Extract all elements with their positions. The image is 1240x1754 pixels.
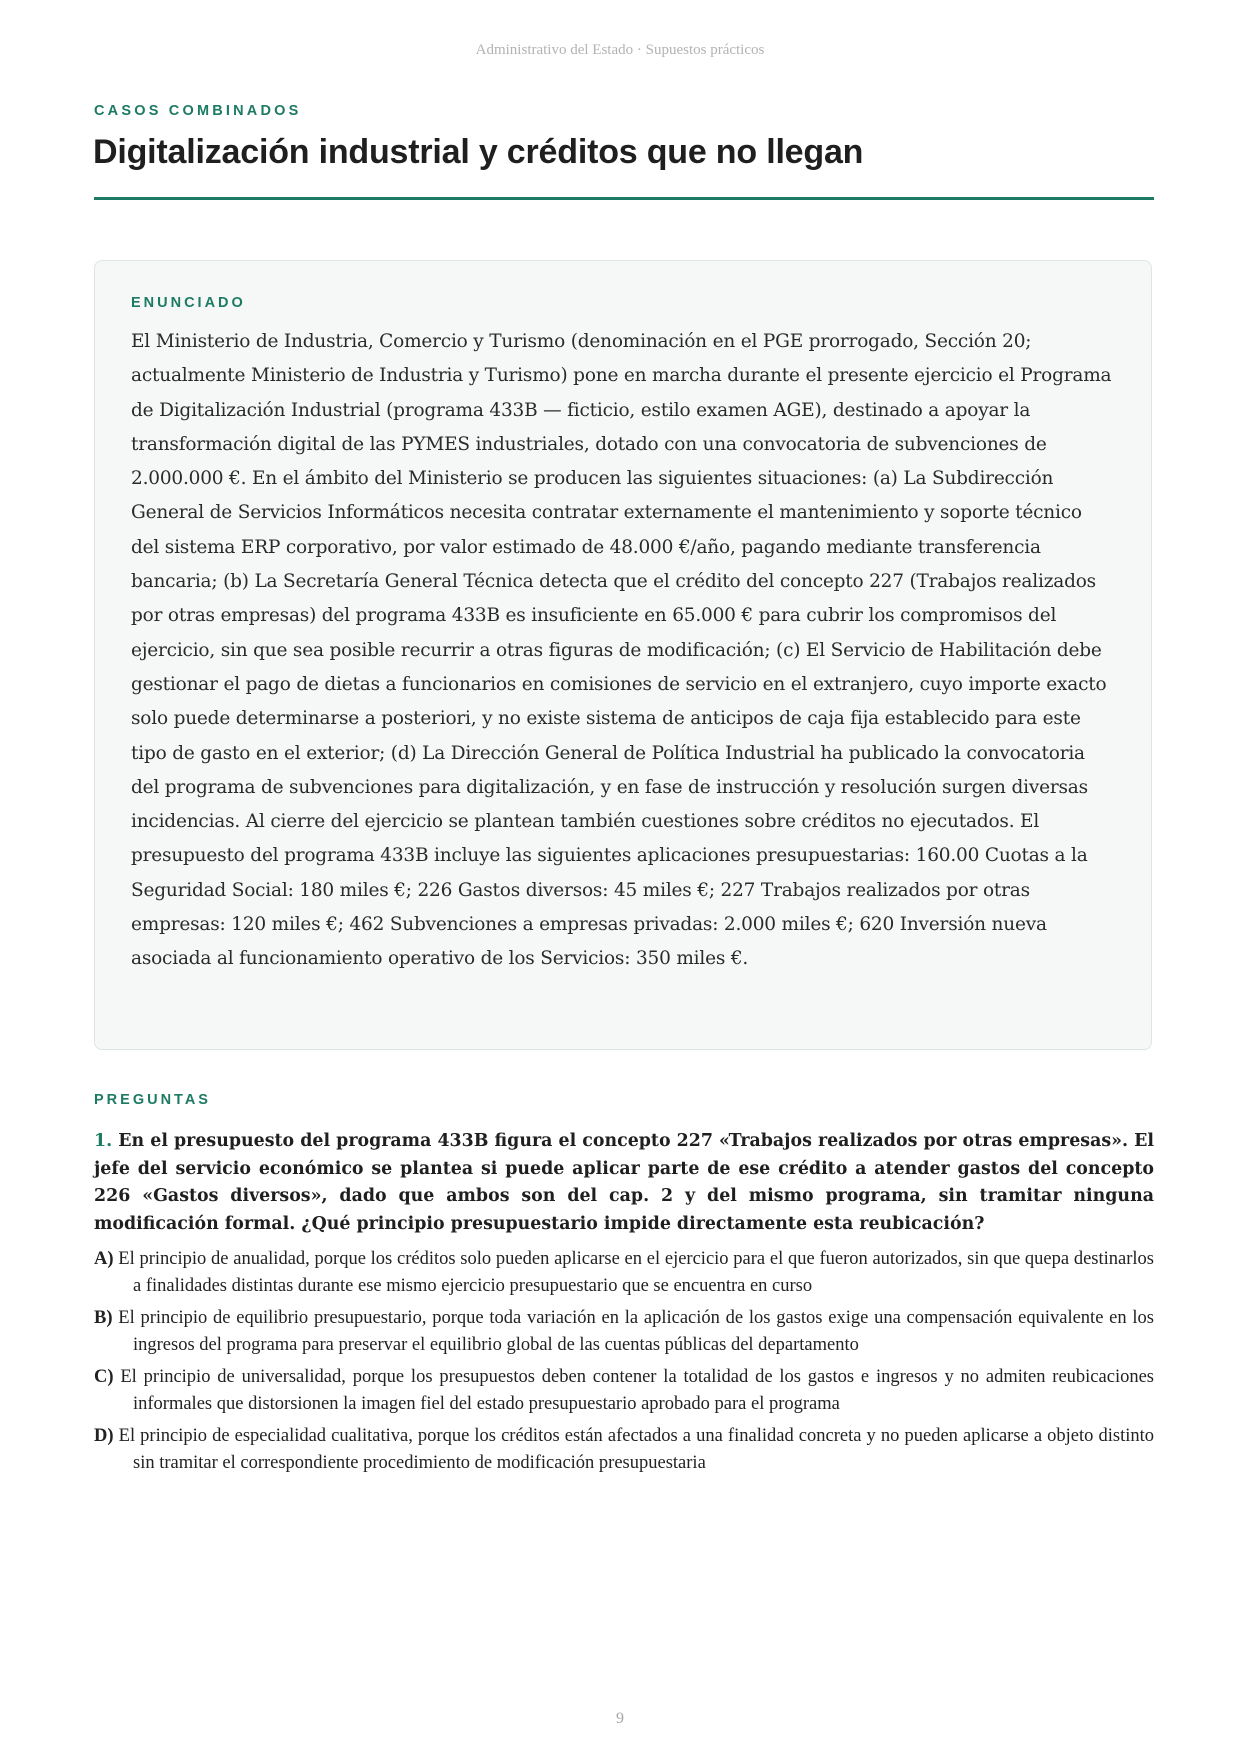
option-text: El principio de anualidad, porque los créditos solo pueden aplicarse en el ejercicio para el que fueron autorizados, sin que quepa destinarlos a finalidades distintas durante ese mismo ejercicio presupuestario que se encuentra en curso [118, 1249, 1155, 1296]
statement-heading: ENUNCIADO [131, 295, 246, 311]
question-number: 1. [94, 1131, 113, 1151]
running-header: Administrativo del Estado · Supuestos prácticos [475, 42, 765, 58]
question-item [94, 1128, 1154, 1482]
option-letter: B) [94, 1308, 113, 1328]
option-a[interactable] [94, 1246, 1154, 1300]
questions-heading: PREGUNTAS [94, 1092, 211, 1108]
option-letter: C) [94, 1367, 114, 1387]
option-b[interactable] [94, 1305, 1154, 1359]
page-number: 9 [616, 1710, 624, 1727]
option-c[interactable] [94, 1364, 1154, 1418]
statement-box [94, 260, 1152, 1050]
option-text: El principio de universalidad, porque los presupuestos deben contener la totalidad de los gastos e ingresos y no admiten reubicaciones informales que distorsionen la imagen fiel del estado presupuestario aprobado para el programa [120, 1367, 1154, 1414]
option-text: El principio de especialidad cualitativa, porque los créditos están afectados a una finalidad concreta y no pueden aplicarse a objeto distinto sin tramitar el correspondiente procedimiento de modificación presupuestaria [118, 1426, 1155, 1473]
page-title: Digitalización industrial y créditos que no llegan [93, 133, 864, 171]
option-letter: A) [94, 1249, 114, 1269]
option-text: El principio de equilibrio presupuestario, porque toda variación en la aplicación de los gastos exige una compensación equivalente en los ingresos del programa para preservar el equilibrio global de las cuentas públicas del departamento [118, 1308, 1154, 1355]
option-d[interactable] [94, 1423, 1154, 1477]
statement-text: El Ministerio de Industria, Comercio y Turismo (denominación en el PGE prorrogado, Sección 20; actualmente Ministerio de Industria y Turismo) pone en marcha durante el presente ejercicio el Programa de Digitalización Industrial (programa 433B — ficticio, estilo examen AGE), destinado a apoyar la transformación digital de las PYMES industriales, dotado con una convocatoria de subvenciones de 2.000.000 €. En el ámbito del Ministerio se producen las siguientes situaciones: (a) La Subdirección General de Servicios Informáticos necesita contratar externamente el mantenimiento y soporte técnico del sistema ERP corporativo, por valor estimado de 48.000 €/año, pagando mediante transferencia bancaria; (b) La Secretaría General Técnica detecta que el crédito del concepto 227 (Trabajos realizados por otras empresas) del programa 433B es insuficiente en 65.000 € para cubrir los compromisos del ejercicio, sin que sea posible recurrir a otras figuras de modificación; (c) El Servicio de Habilitación debe gestionar el pago de dietas a funcionarios en comisiones de servicio en el extranjero, cuyo importe exacto solo puede determinarse a posteriori, y no existe sistema de anticipos de caja fija establecido para este tipo de gasto en el exterior; (d) La Dirección General de Política Industrial ha publicado la convocatoria del programa de subvenciones para digitalización, y en fase de instrucción y resolución surgen diversas incidencias. Al cierre del ejercicio se plantean también cuestiones sobre créditos no ejecutados. El presupuesto del programa 433B incluye las siguientes aplicaciones presupuestarias: 160.00 Cuotas a la Seguridad Social: 180 miles €; 226 Gastos diversos: 45 miles €; 227 Trabajos realizados por otras empresas: 120 miles €; 462 Subvenciones a empresas privadas: 2.000 miles €; 620 Inversión nueva asociada al funcionamiento operativo de los Servicios: 350 miles €. [131, 331, 1112, 970]
answer-options [94, 1246, 1154, 1477]
section-kicker: CASOS COMBINADOS [94, 103, 302, 119]
question-stem [94, 1128, 1154, 1238]
option-letter: D) [94, 1426, 114, 1446]
question-text: En el presupuesto del programa 433B figura el concepto 227 «Trabajos realizados por otras empresas». El jefe del servicio económico se plantea si puede aplicar parte de ese crédito a atender gastos del concepto 226 «Gastos diversos», dado que ambos son del cap. 2 y del mismo programa, sin tramitar ninguna modificación formal. ¿Qué principio presupuestario impide directamente esta reubicación? [94, 1131, 1155, 1234]
title-divider [94, 197, 1154, 200]
